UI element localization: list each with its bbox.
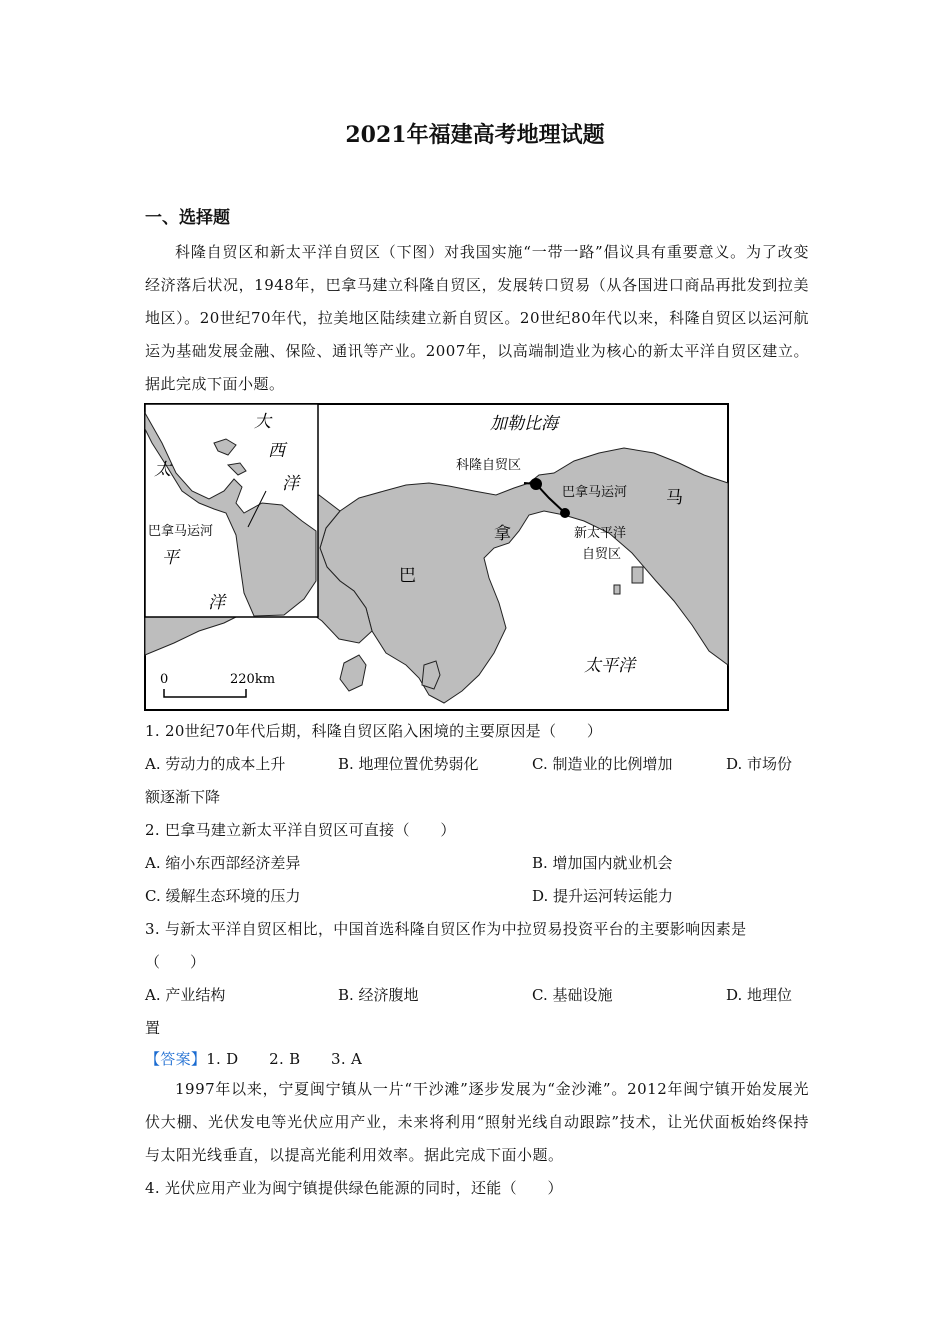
q3-option-b: B. 经济腹地 bbox=[338, 986, 419, 1004]
section-heading: 一、选择题 bbox=[145, 208, 230, 228]
answer-text: 1. D 2. B 3. A bbox=[206, 1050, 363, 1068]
q3-option-a: A. 产业结构 bbox=[145, 986, 226, 1004]
label-ma: 马 bbox=[666, 488, 683, 508]
q3-stem-cont: （ ） bbox=[145, 953, 206, 971]
q1-option-d: D. 市场份 bbox=[726, 755, 793, 773]
label-colon-zone: 科隆自贸区 bbox=[456, 458, 522, 473]
q1-option-b: B. 地理位置优势弱化 bbox=[338, 755, 479, 773]
inset-label-da: 大 bbox=[254, 412, 271, 432]
label-new-pacific-2: 自贸区 bbox=[582, 547, 622, 562]
q3-option-d: D. 地理位 bbox=[726, 986, 793, 1004]
q3-option-c: C. 基础设施 bbox=[532, 986, 613, 1004]
q1-option-d-cont: 额逐渐下降 bbox=[145, 788, 221, 806]
label-pacific: 太平洋 bbox=[584, 656, 635, 676]
intro-paragraph-1: 科隆自贸区和新太平洋自贸区（下图）对我国实施“一带一路”倡议具有重要意义。为了改变经济落后状况，1948年，巴拿马建立科隆自贸区，发展转口贸易（从各国进口商品再批发到拉美地区）。20世纪70年代，拉美地区陆续建立新自贸区。20世纪80年代以来，科隆自贸区以运河航运为基础发展金融、保险、通讯等产业。2007年，以高端制造业为核心的新太平洋自贸区建立。据此完成下面小题。 bbox=[145, 243, 809, 393]
inset-label-tai: 太 bbox=[154, 460, 171, 480]
q2-option-a: A. 缩小东西部经济差异 bbox=[145, 854, 301, 872]
inset-label-yang2: 洋 bbox=[208, 593, 225, 613]
intro-paragraph-2: 1997年以来，宁夏闽宁镇从一片“干沙滩”逐步发展为“金沙滩”。2012年闽宁镇开始发展光伏大棚、光伏发电等光伏应用产业，未来将利用“照射光线自动跟踪”技术，让光伏面板始终保持与太阳光线垂直，以提高光能利用效率。据此完成下面小题。 bbox=[145, 1080, 809, 1164]
q3-stem: 3. 与新太平洋自贸区相比，中国首选科隆自贸区作为中拉贸易投资平台的主要影响因素是 bbox=[145, 920, 747, 938]
label-ba: 巴 bbox=[399, 566, 416, 586]
answer-line bbox=[145, 1043, 362, 1076]
q2-stem: 2. 巴拿马建立新太平洋自贸区可直接（ ） bbox=[145, 821, 456, 839]
q4-stem: 4. 光伏应用产业为闽宁镇提供绿色能源的同时，还能（ ） bbox=[145, 1179, 563, 1197]
inset-label-xi: 西 bbox=[268, 441, 285, 461]
inset-label-canal: 巴拿马运河 bbox=[148, 524, 214, 539]
q2-option-c: C. 缓解生态环境的压力 bbox=[145, 887, 301, 905]
label-canal: 巴拿马运河 bbox=[562, 485, 628, 500]
scale-distance: 220km bbox=[230, 672, 276, 687]
label-caribbean: 加勒比海 bbox=[490, 414, 558, 434]
q1-option-a: A. 劳动力的成本上升 bbox=[145, 755, 286, 773]
scale-zero: 0 bbox=[160, 672, 169, 687]
q3-option-d-cont: 置 bbox=[145, 1019, 161, 1037]
inset-label-yang1: 洋 bbox=[282, 474, 299, 494]
q1-option-c: C. 制造业的比例增加 bbox=[532, 755, 673, 773]
answer-tag: 【答案】 bbox=[145, 1050, 207, 1068]
q1-stem: 1. 20世纪70年代后期，科隆自贸区陷入困境的主要原因是（ ） bbox=[145, 722, 603, 740]
label-new-pacific-1: 新太平洋 bbox=[574, 526, 627, 541]
q2-option-b: B. 增加国内就业机会 bbox=[532, 854, 673, 872]
inset-label-ping: 平 bbox=[162, 548, 179, 568]
q2-option-d: D. 提升运河转运能力 bbox=[532, 887, 674, 905]
label-na: 拿 bbox=[494, 524, 511, 544]
panama-map bbox=[144, 403, 729, 711]
page-title: 2021年福建高考地理试题 bbox=[345, 122, 605, 148]
